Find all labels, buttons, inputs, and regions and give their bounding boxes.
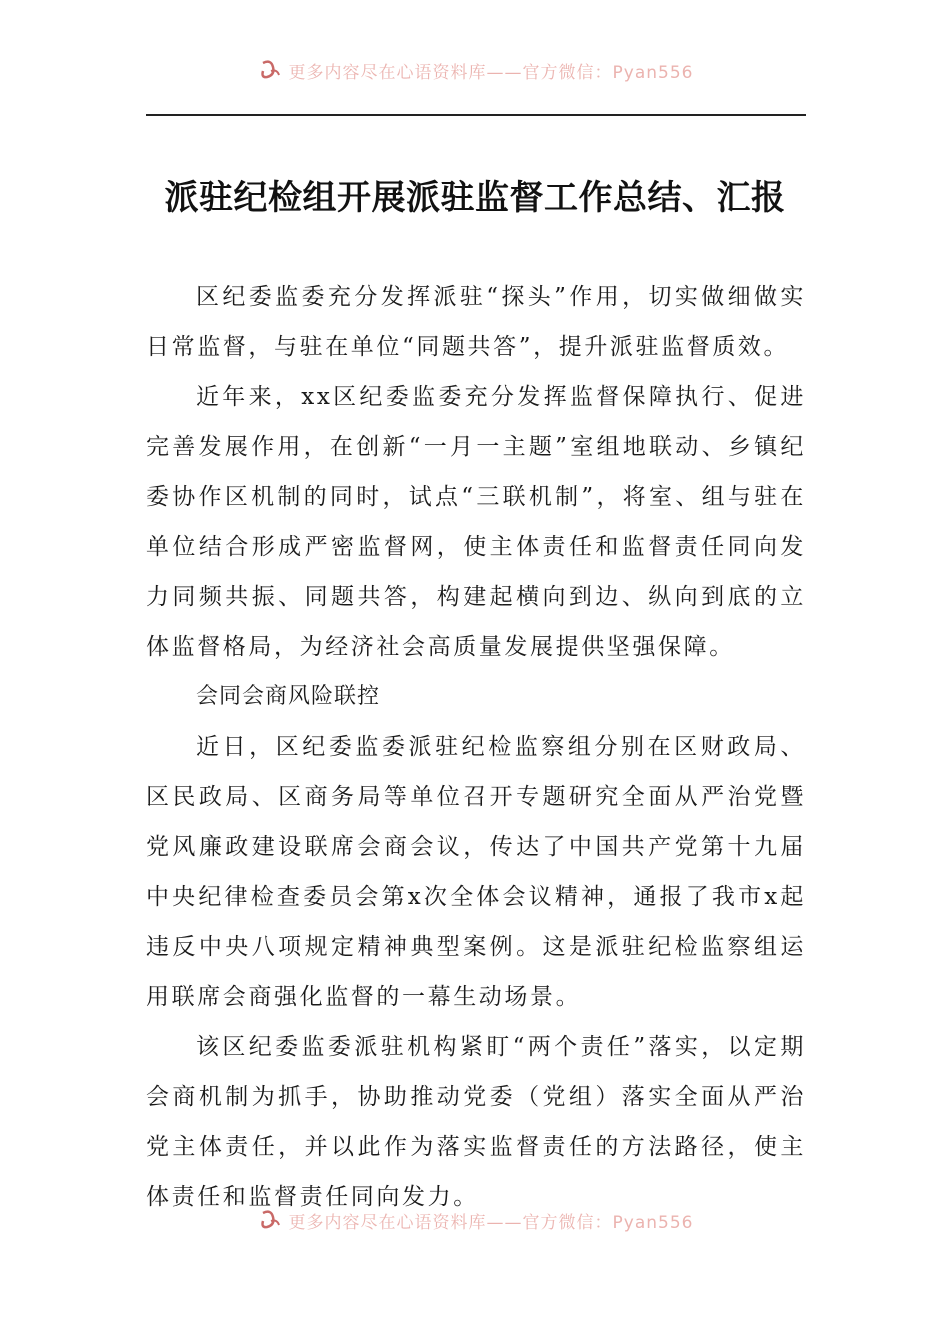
document-body <box>146 272 806 1222</box>
paragraph-background: 近年来，xx区纪委监委充分发挥监督保障执行、促进完善发展作用，在创新“一月一主题”室组地联动、乡镇纪委协作区机制的同时，试点“三联机制”，将室、组与驻在单位结合形成严密监督网，使主体责任和监督责任同向发力同频共振、同题共答，构建起横向到边、纵向到底的立体监督格局，为经济社会高质量发展提供坚强保障。 <box>146 384 806 660</box>
paragraph-responsibility: 该区纪委监委派驻机构紧盯“两个责任”落实，以定期会商机制为抓手，协助推动党委（党组）落实全面从严治党主体责任，并以此作为落实监督责任的方法路径，使主体责任和监督责任同向发力。 <box>146 1034 806 1210</box>
watermark-text: 更多内容尽在心语资料库——官方微信：Pyan556 <box>288 1212 694 1233</box>
section-subheading: 会同会商风险联控 <box>196 684 381 709</box>
watermark-footer <box>0 1206 950 1234</box>
paragraph-meeting: 近日，区纪委监委派驻纪检监察组分别在区财政局、区民政局、区商务局等单位召开专题研究全面从严治党暨党风廉政建设联席会商会议，传达了中国共产党第十九届中央纪律检查委员会第x次全体会议精神，通报了我市x起违反中央八项规定精神典型案例。这是派驻纪检监察组运用联席会商强化监督的一幕生动场景。 <box>146 734 806 1010</box>
header-divider <box>146 114 806 116</box>
paragraph-intro: 区纪委监委充分发挥派驻“探头”作用，切实做细做实日常监督，与驻在单位“同题共答”，提升派驻监督质效。 <box>146 284 806 360</box>
watermark-header <box>0 56 950 84</box>
watermark-text: 更多内容尽在心语资料库——官方微信：Pyan556 <box>288 62 694 83</box>
watermark-logo-icon <box>257 57 283 83</box>
document-title: 派驻纪检组开展派驻监督工作总结、汇报 <box>164 178 786 218</box>
watermark-logo-icon <box>257 1207 283 1233</box>
